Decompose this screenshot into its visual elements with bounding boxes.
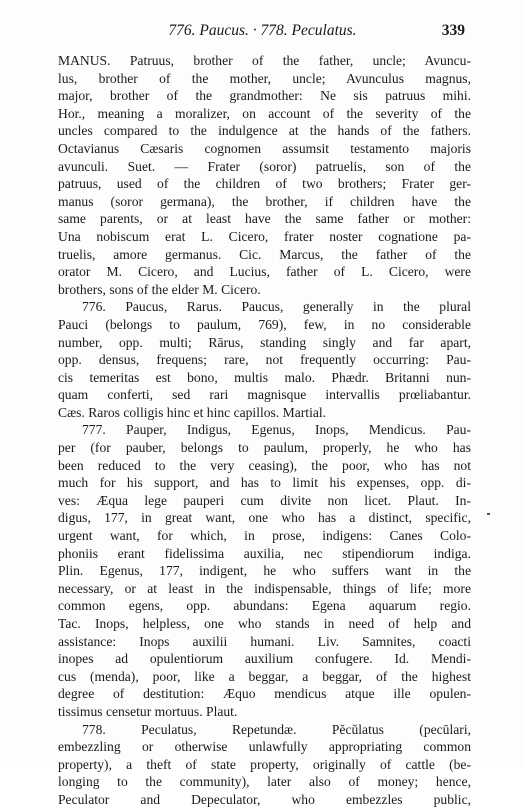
text-line: 776. Paucus, Rarus. Paucus, generally in the plural	[82, 299, 471, 315]
text-line: same parents, or at least have the same father or mother:	[58, 211, 471, 227]
text-line: quam conferti, sed rari magnisque intervallis prœliabantur.	[58, 387, 471, 403]
text-line: been reduced to the very ceasing), the poor, who has not	[58, 457, 471, 473]
text-line: brothers, sons of the elder M. Cicero.	[58, 281, 261, 297]
text-line: avunculi. Suet. — Frater (soror) patruelis, son of the	[58, 158, 471, 174]
text-line: patruus, used of the children of two brothers; Frater ger-	[58, 176, 471, 192]
text-line: orator M. Cicero, and Lucius, father of L. Cicero, were	[58, 264, 471, 280]
text-line: Cæs. Raros colligis hinc et hinc capillos. Martial.	[58, 404, 327, 420]
text-line: ves: Æqua lege pauperi cum divite non licet. Plaut. In-	[58, 492, 471, 508]
text-line: urgent want, for which, in prose, indigens: Canes Colo-	[58, 528, 471, 544]
text-line: Hor., meaning a moralizer, on account of the severity of the	[58, 105, 471, 121]
text-body	[58, 52, 471, 809]
text-line: degree of destitution: Æquo mendicus atque ille opulen-	[58, 686, 471, 702]
text-line: much for his support, and has to limit his expenses, opp. di-	[58, 475, 471, 491]
text-line: common egens, opp. abundans: Egena aquarum regio.	[58, 598, 471, 614]
text-line: Pauci (belongs to paulum, 769), few, in no considerable	[58, 316, 471, 332]
text-line: inopes ad opulentiorum auxilium confugere. Id. Mendi-	[58, 651, 471, 667]
text-line: tissimus censetur mortuus. Plaut.	[58, 703, 238, 719]
text-line: per (for pauber, belongs to paulum, properly, he who has	[58, 440, 471, 456]
text-line: truelis, amore germanus. Cic. Marcus, the father of the	[58, 246, 471, 262]
text-line: Una nobiscum erat L. Cicero, frater noster cognatione pa-	[58, 228, 471, 244]
text-line: cis temeritas est bono, multis malo. Phædr. Britanni nun-	[58, 369, 471, 385]
text-line: Plin. Egenus, 177, indigent, he who suffers want in the	[58, 563, 471, 579]
running-header	[60, 20, 465, 42]
text-line: longing to the community), later also of money; hence,	[58, 774, 471, 790]
text-line: cus (menda), poor, like a beggar, a beggar, of the highest	[58, 668, 471, 684]
text-line: opp. densus, frequens; rare, not frequently occurring: Pau-	[58, 352, 471, 368]
text-line: Tac. Inops, helpless, one who stands in need of help and	[58, 616, 471, 631]
text-line: property), a theft of state property, originally of cattle (be-	[58, 756, 471, 772]
text-line: MANUS. Patruus, brother of the father, uncle; Avuncu-	[58, 53, 471, 68]
text-line: necessary, or at least in the indispensable, things of life; more	[58, 580, 471, 596]
text-line: phoniis erant fidelissima auxilia, nec stipendiorum indiga.	[58, 545, 471, 561]
text-line: Octavianus Cæsaris cognomen assumsit testamento majoris	[58, 140, 471, 156]
text-line: lus, brother of the mother, uncle; Avunculus magnus,	[58, 70, 471, 86]
text-line: embezzling or otherwise unlawfully appropriating common	[58, 739, 471, 755]
text-line: assistance: Inops auxilii humani. Liv. Samnites, coacti	[58, 633, 471, 649]
text-line: Peculator and Depeculator, who embezzles public,	[58, 791, 471, 807]
text-line: number, opp. multi; Rārus, standing singly and far apart,	[58, 334, 471, 350]
text-line: manus (soror germana), the brother, if children have the	[58, 193, 471, 209]
text-line: uncles compared to the indulgence at the hands of the fathers.	[58, 123, 471, 139]
text-line: major, brother of the grandmother: Ne sis patruus mihi.	[58, 88, 471, 104]
text-line: digus, 177, in great want, one who has a distinct, specific,	[58, 510, 471, 526]
text-line: 778. Peculatus, Repetundæ. Pĕcŭlatus (pecūlari,	[82, 721, 471, 737]
page-number: 339	[441, 22, 465, 39]
text-line: 777. Pauper, Indigus, Egenus, Inops, Mendicus. Pau-	[82, 422, 471, 438]
scan-speck	[487, 513, 490, 515]
running-title: 776. Paucus. · 778. Peculatus.	[168, 22, 357, 39]
